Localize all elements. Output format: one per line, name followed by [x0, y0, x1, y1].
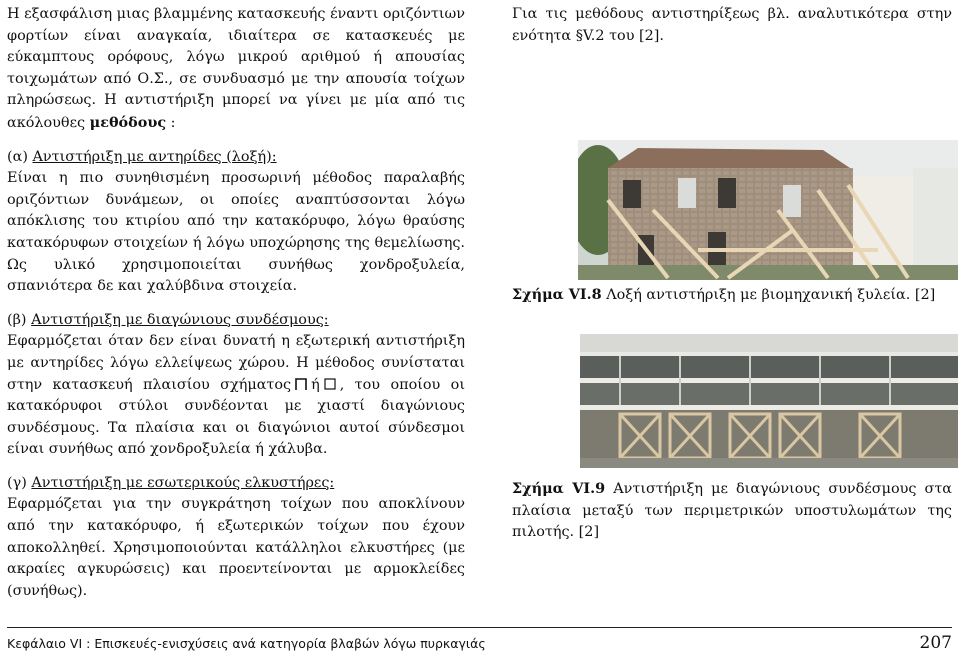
section-b-heading: (β) Αντιστήριξη με διαγώνιους συνδέσμους:	[7, 311, 329, 328]
method-reference-note: Για τις μεθόδους αντιστηρίξεως βλ. αναλυτικότερα στην ενότητα §V.2 του [2].	[512, 6, 952, 44]
left-column	[7, 4, 465, 602]
section-a-body: Είναι η πιο συνηθισμένη προσωρινή μέθοδος παραλαβής οριζόντιων δυνάμεων, οι οποίες αναπτύσσονται λόγω απόκλισης του κτιρίου από την κατακόρυφο, λόγω θραύσης κατακόρυφων στοιχείων ή λόγω υποχώρησης της θεμελίωσης. Ως υλικό χρησιμοποιείται συνήθως χονδροξυλεία, σπανιότερα δε και χαλύβδινα στοιχεία.	[7, 170, 465, 295]
section-a-heading: (α) Αντιστήριξη με αντηρίδες (λοξή):	[7, 148, 277, 165]
section-c-heading: (γ) Αντιστήριξη με εσωτερικούς ελκυστήρες:	[7, 474, 335, 491]
figure-vi8-photo	[578, 140, 958, 280]
page-number: 207	[919, 633, 952, 653]
square-frame-icon	[324, 378, 336, 390]
pi-frame-icon	[295, 378, 307, 390]
intro-paragraph: Η εξασφάλιση μιας βλαμμένης κατασκευής έναντι οριζόντιων φορτίων είναι αναγκαία, ιδιαίτερα σε κατασκευές με εύκαμπτους ορόφους, λόγω μικρού αριθμού ή απουσίας τοιχωμάτων από Ο.Σ., σε συνδυασμό με την απουσία τοίχων πληρώσεως. Η αντιστήριξη μπορεί να γίνει με μία από τις ακόλουθες μεθόδους :	[7, 6, 465, 131]
figure-vi9-caption: Σχήμα VI.9 Αντιστήριξη με διαγώνιους συνδέσμους στα πλαίσια μεταξύ των περιμετρικών υποστυλωμάτων της πιλοτής. [2]	[512, 480, 952, 541]
figure-vi8-caption: Σχήμα VI.8 Λοξή αντιστήριξη με βιομηχανική ξυλεία. [2]	[512, 286, 936, 303]
section-b-body: Εφαρμόζεται όταν δεν είναι δυνατή η εξωτερική αντιστήριξη με αντηρίδες λόγω ελλείψεως χώρου. Η μέθοδος συνίσταται στην κατασκευή πλαισίου σχήματος ή , του οποίου οι κατακόρυφοι στύλοι συνδέονται με χιαστί διαγώνιους συνδέσμους. Τα πλαίσια και οι διαγώνιοι αυτοί σύνδεσμοι είναι συνήθως από χονδροξυλεία ή χάλυβα.	[7, 333, 465, 458]
chapter-footer: Κεφάλαιο VI : Επισκευές-ενισχύσεις ανά κατηγορία βλαβών λόγω πυρκαγιάς	[7, 636, 486, 651]
figure-vi9-photo	[580, 334, 958, 468]
footer-divider	[7, 627, 952, 628]
section-c-body: Εφαρμόζεται για την συγκράτηση τοίχων που αποκλίνουν από την κατακόρυφο, ή εξωτερικών τοίχων που έχουν αποκολληθεί. Χρησιμοποιούνται κατάλληλοι ελκυστήρες (με ακραίες αγκυρώσεις) και προεντείνονται με αρμοκλείδες (συνήθως).	[7, 496, 465, 599]
